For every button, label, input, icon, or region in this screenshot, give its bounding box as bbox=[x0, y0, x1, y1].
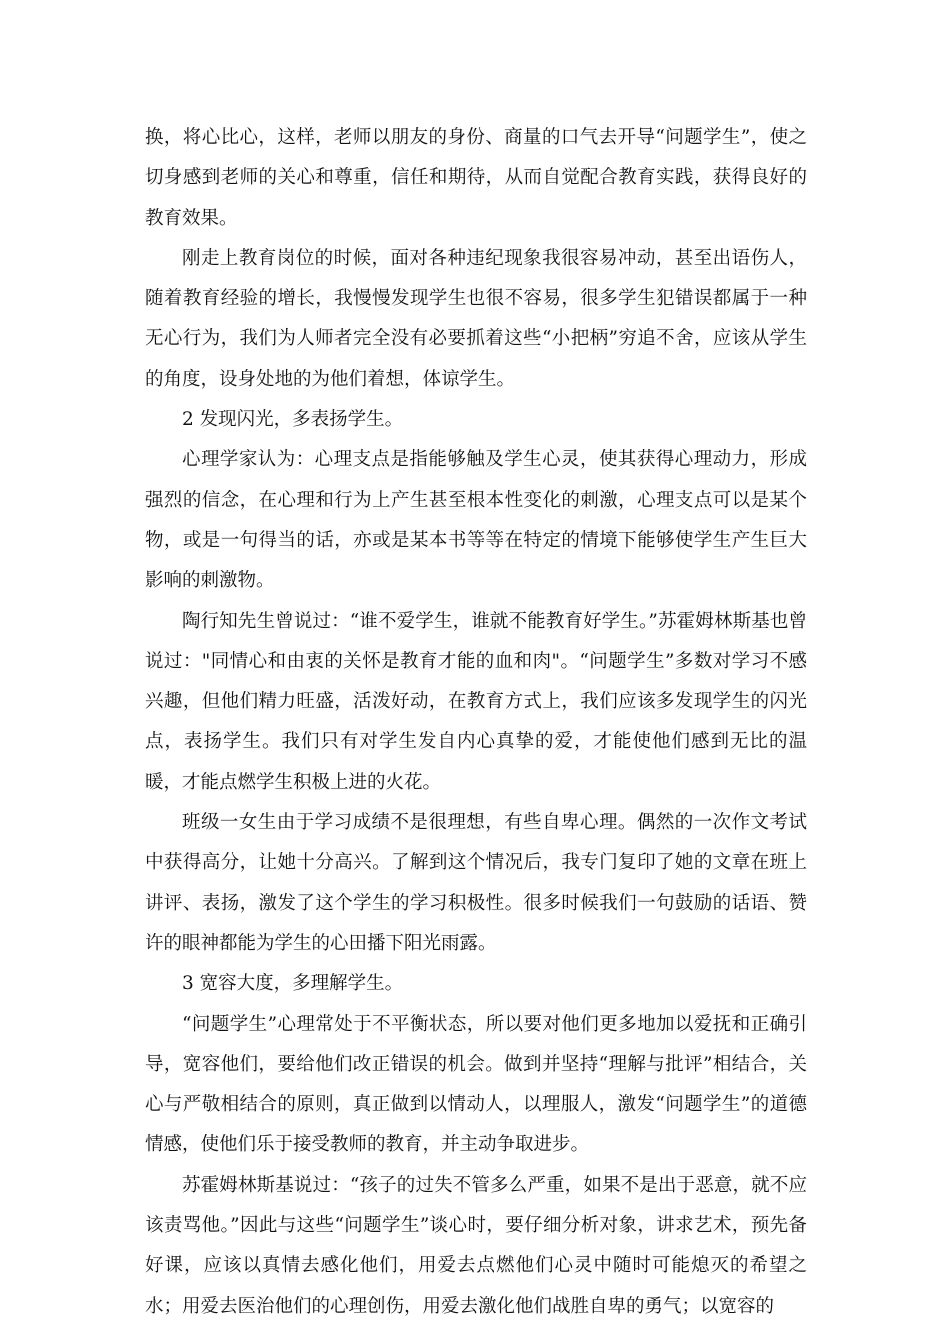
paragraph-sukhomlinsky-quote: 苏霍姆林斯基说过：“孩子的过失不管多么严重，如果不是出于恶意，就不应该责骂他。”因此与这些“问题学生”谈心时，要仔细分析对象，讲求艺术，预先备好课，应该以真情去感化他们，用爱去点燃他们心灵中随时可能熄灭的希望之水；用爱去医治他们的心理创伤，用爱去激化他们战胜自卑的勇气；以宽容的 bbox=[145, 1174, 807, 1317]
paragraph-student-example: 班级一女生由于学习成绩不是很理想，有些自卑心理。偶然的一次作文考试中获得高分，让她十分高兴。了解到这个情况后，我专门复印了她的文章在班上讲评、表扬，激发了这个学生的学习积极性。很多时候我们一句鼓励的话语、赞许的眼神都能为学生的心田播下阳光雨露。 bbox=[145, 812, 807, 954]
section-heading-tolerance: 3 宽容大度，多理解学生。 bbox=[182, 973, 404, 995]
section-heading-praise: 2 发现闪光，多表扬学生。 bbox=[182, 409, 404, 431]
paragraph-tao-xingzhi-quote: 陶行知先生曾说过：“谁不爱学生，谁就不能教育好学生。”苏霍姆林斯基也曾说过："同情心和由衷的关怀是教育才能的血和肉"。“问题学生”多数对学习不感兴趣，但他们精力旺盛，活泼好动，在教育方式上，我们应该多发现学生的闪光点，表扬学生。我们只有对学生发自内心真挚的爱，才能使他们感到无比的温暖，才能点燃学生积极上进的火花。 bbox=[145, 610, 807, 793]
document-body bbox=[145, 118, 807, 1327]
paragraph-guidance: “问题学生”心理常处于不平衡状态，所以要对他们更多地加以爱抚和正确引导，宽容他们，要给他们改正错误的机会。做到并坚持“理解与批评”相结合，关心与严敬相结合的原则，真正做到以情动人，以理服人，激发“问题学生”的道德情感，使他们乐于接受教师的教育，并主动争取进步。 bbox=[145, 1013, 807, 1156]
paragraph-continuation: 换，将心比心，这样，老师以朋友的身份、商量的口气去开导“问题学生”，使之切身感到老师的关心和尊重，信任和期待，从而自觉配合教育实践，获得良好的教育效果。 bbox=[145, 127, 807, 229]
paragraph-psychological-fulcrum: 心理学家认为：心理支点是指能够触及学生心灵，使其获得心理动力，形成强烈的信念，在心理和行为上产生甚至根本性变化的刺激，心理支点可以是某个物，或是一句得当的话，亦或是某本书等等在特定的情境下能够使学生产生巨大影响的刺激物。 bbox=[145, 449, 807, 592]
paragraph-impulse-reflection: 刚走上教育岗位的时候，面对各种违纪现象我很容易冲动，甚至出语伤人，随着教育经验的增长，我慢慢发现学生也很不容易，很多学生犯错误都属于一种无心行为，我们为人师者完全没有必要抓着这些“小把柄”穷追不舍，应该从学生的角度，设身处地的为他们着想，体谅学生。 bbox=[145, 247, 807, 390]
